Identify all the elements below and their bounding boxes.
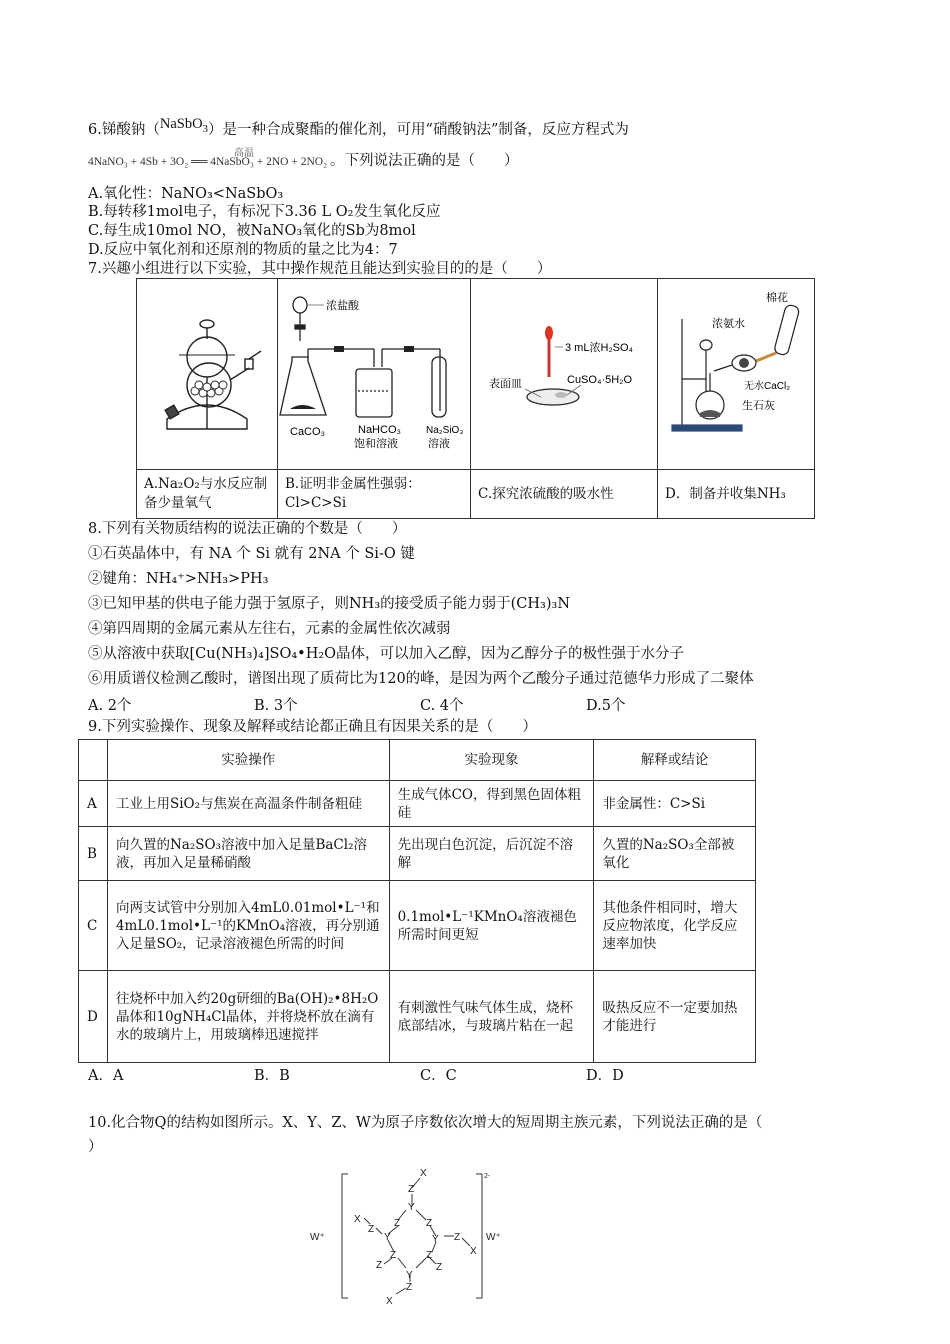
- q7-label-na2sio3-sol: 溶液: [428, 438, 450, 450]
- q7-label-watch-glass: 表面皿: [489, 378, 522, 390]
- q9-option-b: B．B: [254, 1068, 290, 1084]
- q10-atom-z: Z: [390, 1250, 397, 1261]
- q8-item-3: ③已知甲基的供电子能力强于氢原子，则NH₃的接受质子能力弱于(CH₃)₃N: [88, 596, 571, 612]
- q9-header-operation: 实验操作: [107, 740, 389, 781]
- q8-option-c: C. 4个: [420, 698, 464, 714]
- q9-header-key: [79, 740, 108, 781]
- q7-label-conc-hcl: 浓盐酸: [326, 300, 359, 312]
- q7-label-cacl2: 无水CaCl₂: [744, 381, 791, 392]
- q7-figure-c: [471, 279, 658, 470]
- q8-option-a: A. 2个: [88, 698, 132, 714]
- q8-option-b: B. 3个: [254, 698, 298, 714]
- q7-label-cuso4: CuSO₄·5H₂O: [567, 374, 632, 386]
- q9-row-phenomenon: 先出现白色沉淀，后沉淀不溶解: [389, 827, 594, 881]
- q10-structure-diagram: [310, 1160, 540, 1308]
- q6-equation: 高温 4NaNO₃ + 4Sb + 3O₂ ══ 4NaSbO₃ + 2NO + 2NO₂: [88, 156, 330, 168]
- q6-equation-line: [88, 148, 519, 172]
- q9-row-conclusion: 久置的Na₂SO₃全部被氧化: [594, 827, 756, 881]
- q10-atom-z: Z: [426, 1218, 433, 1229]
- q7-caption-c: C.探究浓硫酸的吸水性: [471, 470, 658, 519]
- kipp-apparatus-icon: [137, 279, 277, 465]
- q10-atom-x: X: [420, 1168, 427, 1179]
- q9-row-key: D: [79, 971, 108, 1063]
- q8-stem: 8.下列有关物质结构的说法正确的个数是（ ）: [88, 521, 407, 537]
- q7-stem: 7.兴趣小组进行以下实验，其中操作规范且能达到实验目的的是（ ）: [88, 261, 552, 277]
- q6-stem: [88, 116, 629, 145]
- q10-atom-y: Y: [432, 1234, 439, 1245]
- q10-atom-z: Z: [408, 1184, 415, 1195]
- q9-row-operation: 向久置的Na₂SO₃溶液中加入足量BaCl₂溶液，再加入足量稀硝酸: [107, 827, 389, 881]
- q10-w-cation-right: W⁺: [486, 1232, 501, 1243]
- q10-atom-z: Z: [376, 1260, 383, 1271]
- q8-item-4: ④第四周期的金属元素从左往右，元素的金属性依次减弱: [88, 621, 451, 637]
- q9-row-phenomenon: 0.1mol•L⁻¹KMnO₄溶液褪色所需时间更短: [389, 881, 594, 971]
- q9-row-operation: 往烧杯中加入约20g研细的Ba(OH)₂•8H₂O晶体和10gNH₄Cl晶体，并将烧杯放在滴有水的玻璃片上，用玻璃棒迅速搅拌: [107, 971, 389, 1063]
- q6-option-c: C.每生成10mol NO，被NaNO₃氧化的Sb为8mol: [88, 223, 416, 239]
- q7-label-nahco3-sat: 饱和溶液: [354, 438, 398, 450]
- q9-option-a: A．A: [88, 1068, 124, 1084]
- q7-caption-a: A.Na₂O₂与水反应制备少量氧气: [137, 470, 278, 519]
- q9-header-phenomenon: 实验现象: [389, 740, 594, 781]
- q7-apparatus-table: [136, 278, 815, 519]
- q6-stem-a: 6.锑酸钠（: [88, 122, 160, 138]
- q7-caption-b: B.证明非金属性强弱：Cl>C>Si: [278, 470, 471, 519]
- ammonia-apparatus-icon: [658, 279, 814, 465]
- q9-row-phenomenon: 有刺激性气味气体生成，烧杯底部结冰，与玻璃片粘在一起: [389, 971, 594, 1063]
- q9-row-conclusion: 吸热反应不一定要加热才能进行: [594, 971, 756, 1063]
- q7-label-conc-h2so4: 3 mL浓H₂SO₄: [565, 342, 634, 354]
- q6-option-d: D.反应中氧化剂和还原剂的物质的量之比为4：7: [88, 242, 398, 258]
- q6-stem-b: ）是一种合成聚酯的催化剂，可用“硝酸钠法”制备，反应方程式为: [208, 122, 629, 138]
- q10-atom-y: Y: [408, 1202, 415, 1213]
- q8-item-6: ⑥用质谱仪检测乙酸时，谱图出现了质荷比为120的峰，是因为两个乙酸分子通过范德华力形成了二聚体: [88, 671, 754, 687]
- q9-options: [88, 1064, 706, 1085]
- q9-row-phenomenon: 生成气体CO，得到黑色固体粗硅: [389, 781, 594, 827]
- q9-row-b: [79, 827, 756, 881]
- dropper-watchglass-icon: [471, 279, 657, 465]
- q10-atom-y: Y: [384, 1232, 391, 1243]
- q9-row-a: [79, 781, 756, 827]
- q10-w-cation-left: W⁺: [310, 1232, 325, 1243]
- q10-atom-z: Z: [368, 1224, 375, 1235]
- q9-row-conclusion: 非金属性：C>Si: [594, 781, 756, 827]
- q10-charge: 2-: [484, 1173, 491, 1180]
- q10-atom-x: X: [386, 1296, 393, 1307]
- q9-row-key: B: [79, 827, 108, 881]
- q8-item-5: ⑤从溶液中获取[Cu(NH₃)₄]SO₄•H₂O晶体，可以加入乙醇，因为乙醇分子的极性强于水分子: [88, 646, 685, 662]
- q7-label-cotton: 棉花: [766, 292, 788, 304]
- q7-label-na2sio3: Na₂SiO₃: [426, 425, 464, 436]
- q10-atom-y: Y: [406, 1270, 413, 1281]
- q9-row-d: [79, 971, 756, 1063]
- q8-item-2: ②键角：NH₄⁺>NH₃>PH₃: [88, 571, 269, 587]
- q9-row-key: A: [79, 781, 108, 827]
- q7-label-ammonia: 浓氨水: [712, 318, 745, 330]
- q10-atom-z: Z: [406, 1282, 413, 1293]
- q6-formula: NaSbO$_3$: [159, 116, 209, 135]
- q9-option-c: C．C: [420, 1068, 457, 1084]
- q8-item-1: ①石英晶体中，有 NA 个 Si 就有 2NA 个 Si-O 键: [88, 546, 415, 562]
- q7-label-nahco3: NaHCO₃: [358, 424, 401, 436]
- q9-row-key: C: [79, 881, 108, 971]
- q10-atom-z: Z: [394, 1218, 401, 1229]
- acidity-apparatus-icon: [278, 279, 470, 465]
- q6-option-a: A.氧化性：NaNO₃<NaSbO₃: [88, 186, 284, 202]
- q7-caption-d: D．制备并收集NH₃: [658, 470, 815, 519]
- q7-figure-a: [137, 279, 278, 470]
- q9-row-c: [79, 881, 756, 971]
- q7-label-caco3: CaCO₃: [290, 426, 326, 438]
- q10-stem-b: ）: [88, 1139, 103, 1155]
- q9-stem: 9.下列实验操作、现象及解释或结论都正确且有因果关系的是（ ）: [88, 719, 537, 735]
- q7-label-quicklime: 生石灰: [742, 400, 775, 412]
- q10-atom-z: Z: [436, 1262, 443, 1273]
- q10-stem-a: 10.化合物Q的结构如图所示。X、Y、Z、W为原子序数依次增大的短周期主族元素，下列说法正确的是（: [88, 1115, 763, 1131]
- q10-atom-x: X: [354, 1214, 361, 1225]
- q6-option-b: B.每转移1mol电子，有标况下3.36 L O₂发生氧化反应: [88, 204, 441, 220]
- q9-row-operation: 工业上用SiO₂与焦炭在高温条件制备粗硅: [107, 781, 389, 827]
- q8-options: [88, 694, 706, 715]
- q9-header-conclusion: 解释或结论: [594, 740, 756, 781]
- q9-row-conclusion: 其他条件相同时，增大反应物浓度，化学反应速率加快: [594, 881, 756, 971]
- q6-equation-condition: 高温: [234, 148, 254, 159]
- q7-figure-d: [658, 279, 815, 470]
- q6-stem-c: 。下列说法正确的是（ ）: [329, 153, 519, 169]
- q9-option-d: D．D: [586, 1068, 624, 1084]
- q9-row-operation: 向两支试管中分别加入4mL0.01mol•L⁻¹和4mL0.1mol•L⁻¹的KMnO₄溶液，再分别通入足量SO₂，记录溶液褪色所需的时间: [107, 881, 389, 971]
- q9-table: [78, 739, 756, 1063]
- q7-figure-b: [278, 279, 471, 470]
- q10-atom-z: Z: [426, 1250, 433, 1261]
- q10-atom-x: X: [470, 1246, 477, 1257]
- q8-option-d: D.5个: [586, 698, 626, 714]
- q10-atom-z: Z: [454, 1232, 461, 1243]
